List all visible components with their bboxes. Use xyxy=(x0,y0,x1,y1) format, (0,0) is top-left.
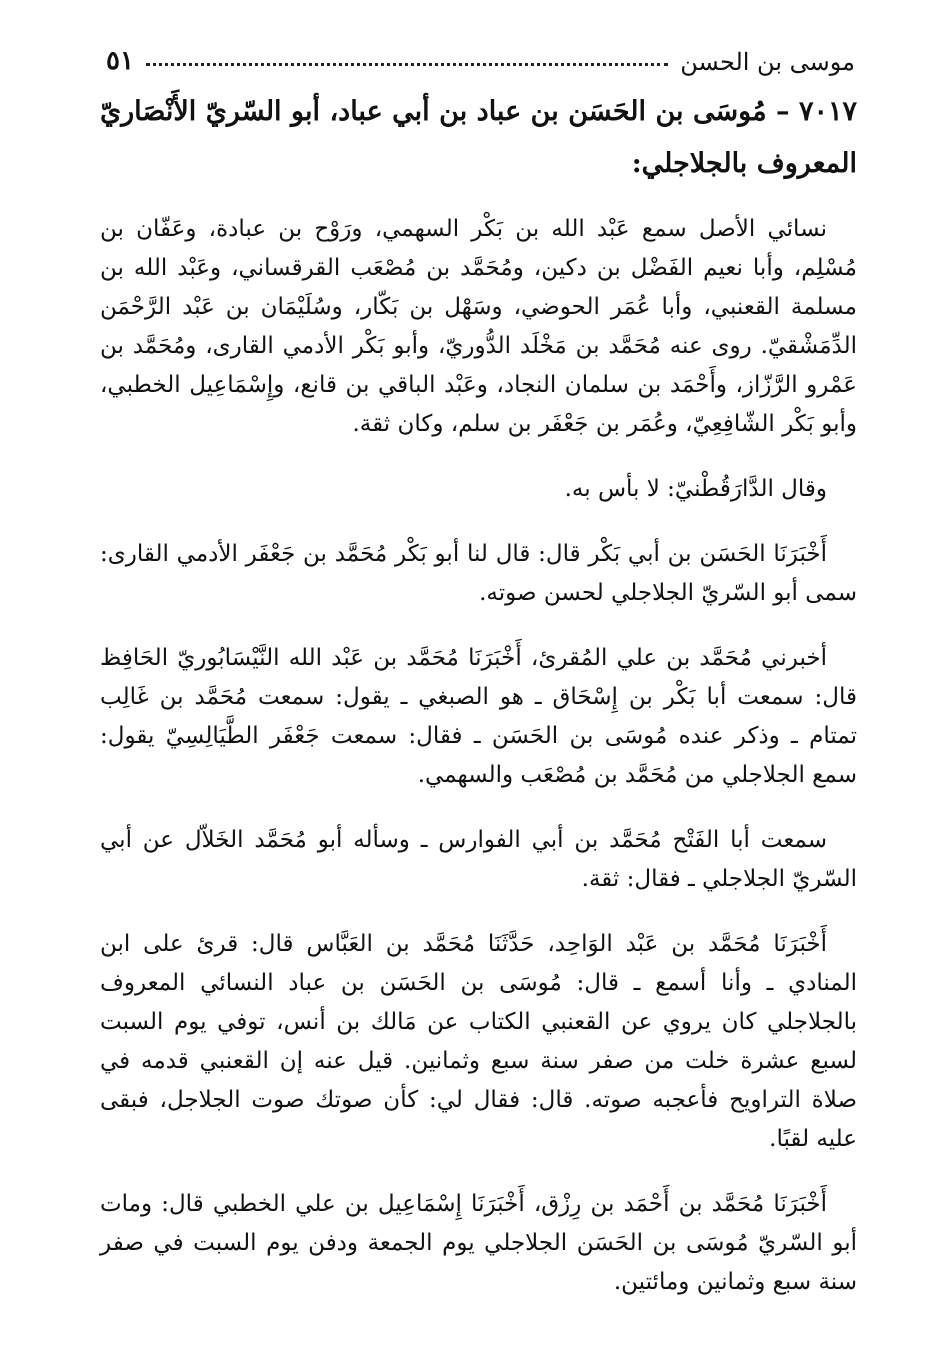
page-body xyxy=(100,86,857,1326)
leader-dots xyxy=(146,62,668,66)
running-head-title: موسى بن الحسن xyxy=(680,48,855,76)
paragraph-daraqutni: وقال الدَّارَقُطْنيّ: لا بأس به. xyxy=(564,476,827,502)
paragraph-report-death: أَخْبَرَنَا مُحَمَّد بن أَحْمَد بن رِزْق، أَخْبَرَنَا إِسْمَاعِيل بن علي الخطبي قال: ومات أبو السّريّ مُوسَى بن الحَسَن الجلاجلي يوم الجمعة ودفن يوم السبت في صفر سنة سبع وثمانين ومائتين. xyxy=(100,1191,857,1295)
paragraph-report-hearing: أخبرني مُحَمَّد بن علي المُقرئ، أَخْبَرَنَا مُحَمَّد بن عَبْد الله النَّيْسَابُوريّ الحَافِظ قال: سمعت أبا بَكْر بن إِسْحَاق ـ هو الصبغي ـ يقول: سمعت مُحَمَّد بن غَالِب تمتام ـ وذكر عنده مُوسَى بن الحَسَن ـ فقال: سمعت جَعْفَر الطَّيَالِسِيّ يقول: سمع الجلاجلي من مُحَمَّد بن مُصْعَب والسهمي. xyxy=(100,645,857,788)
page-number: ٥١ xyxy=(106,46,134,76)
paragraph-report-name: أَخْبَرَنَا الحَسَن بن أبي بَكْر قال: قال لنا أبو بَكْر مُحَمَّد بن جَعْفَر الأدمي القارى: سمى أبو السّريّ الجلاجلي لحسن صوته. xyxy=(100,541,857,606)
running-head xyxy=(106,36,855,76)
paragraph-report-nickname: أَخْبَرَنَا مُحَمَّد بن عَبْد الوَاحِد، حَدَّثَنَا مُحَمَّد بن العَبَّاس قال: قرئ على ابن المنادي ـ وأنا أسمع ـ قال: مُوسَى بن الحَسَن بن عباد النسائي المعروف بالجلاجلي كان يروي عن القعنبي الكتاب عن مَالك بن أنس، توفي يوم السبت لسبع عشرة خلت من صفر سنة سبع وثمانين. قيل عنه إن القعنبي قدمه في صلاة التراويح فأعجبه صوته. قال: فقال لي: كأن صوتك صوت الجلاجل، فبقى عليه لقبًا. xyxy=(100,931,857,1152)
paragraph-report-thiqa: سمعت أبا الفَتْح مُحَمَّد بن أبي الفوارس ـ وسأله أبو مُحَمَّد الخَلاّل عن أبي السّريّ الجلاجلي ـ فقال: ثقة. xyxy=(100,827,857,892)
entry-heading: ٧٠١٧ – مُوسَى بن الحَسَن بن عباد بن أبي عباد، أبو السّريّ الأَنْصَاريّ المعروف بالجلاجلي: xyxy=(100,96,857,179)
paragraph-biography: نسائي الأصل سمع عَبْد الله بن بَكْر السهمي، ورَوْح بن عبادة، وعَفّان بن مُسْلِم، وأبا نعيم الفَضْل بن دكين، ومُحَمَّد بن مُصْعَب القرقساني، وعَبْد الله بن مسلمة القعنبي، وأبا عُمَر الحوضي، وسَهْل بن بَكّار، وسُلَيْمَان بن عَبْد الرَّحْمَن الدِّمَشْقيّ. روى عنه مُحَمَّد بن مَخْلَد الدُّوريّ، وأبو بَكْر الأدمي القارى، ومُحَمَّد بن عَمْرو الرَّزّاز، وأَحْمَد بن سلمان النجاد، وعَبْد الباقي بن قانع، وإِسْمَاعِيل الخطبي، وأبو بَكْر الشّافِعِيّ، وعُمَر بن جَعْفَر بن سلم، وكان ثقة. xyxy=(100,216,857,437)
